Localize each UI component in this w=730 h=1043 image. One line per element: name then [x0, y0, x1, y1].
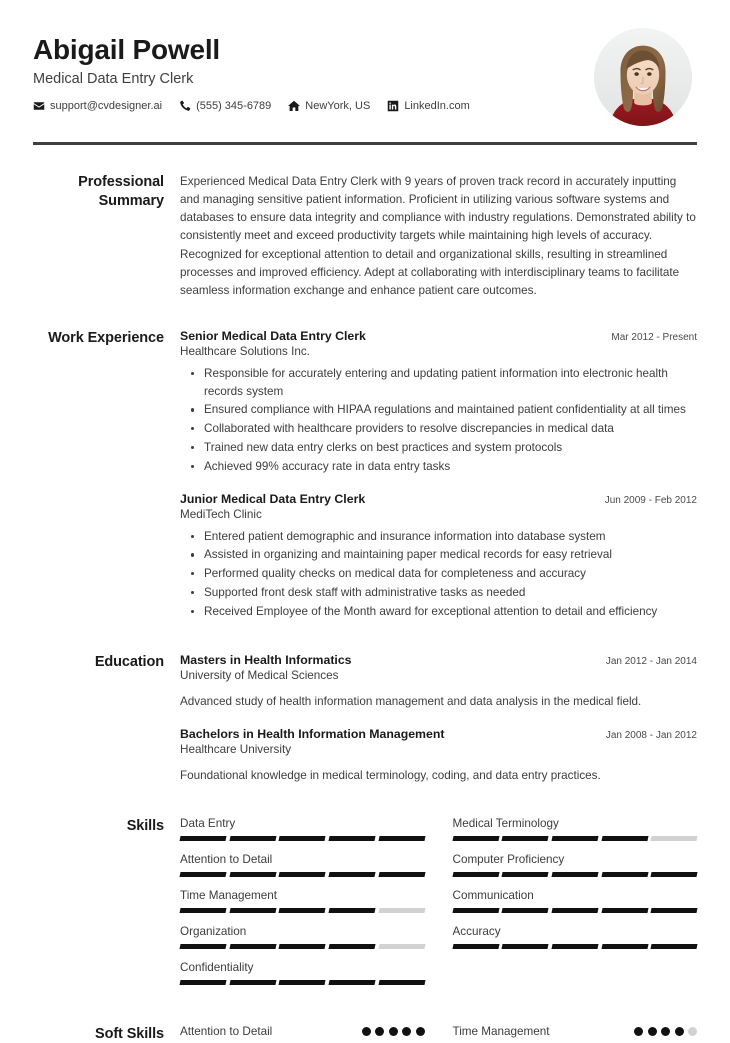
skill-bar-segment — [279, 872, 326, 877]
entry-header — [180, 727, 697, 741]
soft-skill-item — [453, 1025, 698, 1038]
resume-entry — [180, 727, 697, 785]
contact-location[interactable] — [288, 100, 370, 112]
skill-bar-segment — [601, 944, 648, 949]
entry-header — [180, 653, 697, 667]
skill-bar-segment — [329, 980, 376, 985]
skill-level-bar — [180, 980, 425, 985]
entry-title: Bachelors in Health Information Management — [180, 727, 445, 742]
rating-dot — [402, 1027, 411, 1036]
phone-icon — [179, 100, 191, 112]
rating-dot — [389, 1027, 398, 1036]
entry-bullet: Responsible for accurately entering and updating patient information into electronic health records system — [204, 365, 697, 401]
envelope-icon — [33, 100, 45, 112]
skill-bar-segment — [502, 872, 549, 877]
entry-description: Advanced study of health information management and data analysis in the medical field. — [180, 695, 642, 709]
skill-name: Organization — [180, 924, 247, 938]
education-entries — [180, 653, 697, 784]
soft-skills-body — [180, 1025, 697, 1038]
rating-dot — [648, 1027, 657, 1036]
skill-level-bar — [180, 872, 425, 877]
contact-phone[interactable] — [179, 100, 271, 112]
skill-item — [180, 925, 425, 949]
section-skills — [33, 817, 697, 997]
skill-bar-segment — [329, 836, 376, 841]
skills-grid — [180, 817, 697, 997]
skill-bar-segment — [502, 908, 549, 913]
skill-name: Time Management — [180, 888, 278, 902]
skill-bar-segment — [378, 980, 425, 985]
entry-date: Mar 2012 - Present — [611, 331, 697, 343]
skill-bar-segment — [601, 872, 648, 877]
skill-bar-segment — [378, 908, 425, 913]
skill-name: Communication — [452, 888, 534, 902]
soft-skills-grid — [180, 1025, 697, 1038]
entry-bullet: Entered patient demographic and insurance information into database system — [204, 528, 697, 546]
summary-text: Experienced Medical Data Entry Clerk with 9 years of proven track record in accurately inputting and managing sensitive patient information. Proficient in utilizing various software systems and databases to ensure data integrity and compliance with industry regulations. Demonstrated ability to consistently meet and exceed productivity targets while maintaining high levels of accuracy. Recognized for exceptional attention to detail and organizational skills, resulting in streamlined processes and improved efficiency. Adept at collaborating with interdisciplinary teams to facilitate seamless information exchange and enhance patient care outcomes. — [180, 175, 696, 297]
skill-item — [453, 853, 698, 877]
entry-title: Masters in Health Informatics — [180, 653, 352, 668]
skill-bar-segment — [551, 944, 598, 949]
skill-name: Attention to Detail — [180, 852, 273, 866]
home-icon — [288, 100, 300, 112]
skill-bar-segment — [601, 836, 648, 841]
skill-bar-segment — [329, 944, 376, 949]
resume-entry — [180, 653, 697, 711]
skill-item — [180, 853, 425, 877]
skill-bar-segment — [452, 872, 499, 877]
soft-skill-item — [180, 1025, 425, 1038]
skill-bar-segment — [502, 944, 549, 949]
contact-row — [33, 100, 470, 112]
skill-bar-segment — [329, 872, 376, 877]
skill-bar-segment — [651, 944, 698, 949]
skill-bar-segment — [229, 944, 276, 949]
skill-level-bar — [180, 836, 425, 841]
skill-bar-segment — [179, 980, 226, 985]
entry-description: Foundational knowledge in medical terminology, coding, and data entry practices. — [180, 769, 601, 783]
entry-bullet: Ensured compliance with HIPAA regulations and maintained patient confidentiality at all times — [204, 401, 697, 419]
skill-bar-segment — [452, 944, 499, 949]
skill-bar-segment — [179, 872, 226, 877]
skill-bar-segment — [279, 908, 326, 913]
skill-bar-segment — [452, 908, 499, 913]
candidate-job-title: Medical Data Entry Clerk — [33, 71, 194, 88]
skill-bar-segment — [551, 836, 598, 841]
entry-date: Jan 2008 - Jan 2012 — [605, 730, 697, 742]
header-divider — [33, 142, 697, 145]
entry-date: Jun 2009 - Feb 2012 — [604, 494, 697, 506]
entry-date: Jan 2012 - Jan 2014 — [605, 656, 697, 668]
entry-bullet: Collaborated with healthcare providers to resolve discrepancies in medical data — [204, 420, 697, 438]
rating-dot — [675, 1027, 684, 1036]
header-identity-block — [33, 28, 470, 112]
soft-skill-rating — [634, 1027, 697, 1036]
entry-bullet-list — [180, 365, 697, 476]
contact-email-text: support@cvdesigner.ai — [50, 100, 163, 113]
section-label-experience: Work Experience — [48, 329, 164, 346]
skill-bar-segment — [179, 944, 226, 949]
skill-bar-segment — [179, 836, 226, 841]
entry-header — [180, 329, 697, 343]
rating-dot — [688, 1027, 697, 1036]
skill-item — [180, 961, 425, 985]
contact-email[interactable] — [33, 100, 162, 112]
entry-bullet: Supported front desk staff with administrative tasks as needed — [204, 584, 697, 602]
skill-level-bar — [180, 944, 425, 949]
skill-bar-segment — [651, 872, 698, 877]
section-label-skills: Skills — [126, 817, 164, 834]
entry-organization: University of Medical Sciences — [180, 669, 339, 683]
resume-entry — [180, 492, 697, 621]
skill-item — [453, 889, 698, 913]
profile-photo — [594, 28, 692, 126]
skill-name: Medical Terminology — [452, 816, 559, 830]
skill-bar-segment — [551, 872, 598, 877]
section-label-education: Education — [94, 654, 164, 671]
rating-dot — [362, 1027, 371, 1036]
skill-bar-segment — [229, 836, 276, 841]
rating-dot — [375, 1027, 384, 1036]
skill-bar-segment — [378, 836, 425, 841]
skill-level-bar — [453, 836, 698, 841]
skill-name: Data Entry — [180, 816, 236, 830]
summary-body — [180, 173, 697, 300]
skill-item — [180, 817, 425, 841]
rating-dot — [661, 1027, 670, 1036]
entry-organization: Healthcare University — [180, 743, 292, 757]
resume-entry — [180, 329, 697, 476]
entry-bullet: Assisted in organizing and maintaining paper medical records for easy retrieval — [204, 546, 697, 564]
skill-bar-segment — [378, 872, 425, 877]
entry-header — [180, 492, 697, 506]
avatar — [594, 28, 692, 126]
skill-bar-segment — [329, 908, 376, 913]
section-work-experience — [33, 329, 697, 622]
entry-title: Junior Medical Data Entry Clerk — [180, 491, 366, 506]
skill-bar-segment — [279, 944, 326, 949]
soft-skill-rating — [362, 1027, 425, 1036]
skill-bar-segment — [229, 908, 276, 913]
skills-body — [180, 817, 697, 997]
section-label-summary: Professional Summary — [78, 174, 164, 209]
skill-bar-segment — [452, 836, 499, 841]
skill-level-bar — [453, 908, 698, 913]
skill-bar-segment — [279, 836, 326, 841]
skill-level-bar — [180, 908, 425, 913]
linkedin-icon — [387, 100, 399, 112]
skill-bar-segment — [229, 872, 276, 877]
section-soft-skills — [33, 1025, 697, 1043]
candidate-name: Abigail Powell — [33, 34, 221, 65]
rating-dot — [634, 1027, 643, 1036]
entry-bullet: Trained new data entry clerks on best practices and system protocols — [204, 439, 697, 457]
section-education — [33, 653, 697, 784]
skill-bar-segment — [378, 944, 425, 949]
skill-level-bar — [453, 944, 698, 949]
entry-bullet-list — [180, 528, 697, 621]
entry-organization: MediTech Clinic — [180, 507, 262, 521]
skill-bar-segment — [601, 908, 648, 913]
skill-bar-segment — [551, 908, 598, 913]
entry-bullet: Achieved 99% accuracy rate in data entry tasks — [204, 458, 697, 476]
skill-bar-segment — [651, 836, 698, 841]
skill-item — [453, 925, 698, 949]
contact-location-text: NewYork, US — [305, 100, 371, 113]
section-label-soft-skills: Soft Skills — [95, 1025, 164, 1042]
skill-item — [453, 817, 698, 841]
entry-organization: Healthcare Solutions Inc. — [180, 344, 310, 358]
soft-skill-name: Time Management — [452, 1024, 550, 1038]
skill-name: Accuracy — [452, 924, 501, 938]
contact-linkedin-text: LinkedIn.com — [404, 100, 470, 113]
skill-level-bar — [453, 872, 698, 877]
skill-name: Computer Proficiency — [452, 852, 565, 866]
skill-name: Confidentiality — [180, 960, 254, 974]
entry-bullet: Performed quality checks on medical data for completeness and accuracy — [204, 565, 697, 583]
entry-bullet: Received Employee of the Month award for exceptional attention to detail and efficiency — [204, 603, 697, 621]
skill-bar-segment — [179, 908, 226, 913]
skill-bar-segment — [229, 980, 276, 985]
contact-linkedin[interactable] — [387, 100, 469, 112]
rating-dot — [416, 1027, 425, 1036]
skill-bar-segment — [651, 908, 698, 913]
skill-bar-segment — [502, 836, 549, 841]
skill-bar-segment — [279, 980, 326, 985]
skill-item — [180, 889, 425, 913]
contact-phone-text: (555) 345-6789 — [196, 100, 272, 113]
section-professional-summary — [33, 173, 697, 300]
soft-skill-name: Attention to Detail — [180, 1024, 273, 1038]
entry-title: Senior Medical Data Entry Clerk — [180, 328, 366, 343]
resume-header — [33, 0, 697, 126]
experience-entries — [180, 329, 697, 622]
